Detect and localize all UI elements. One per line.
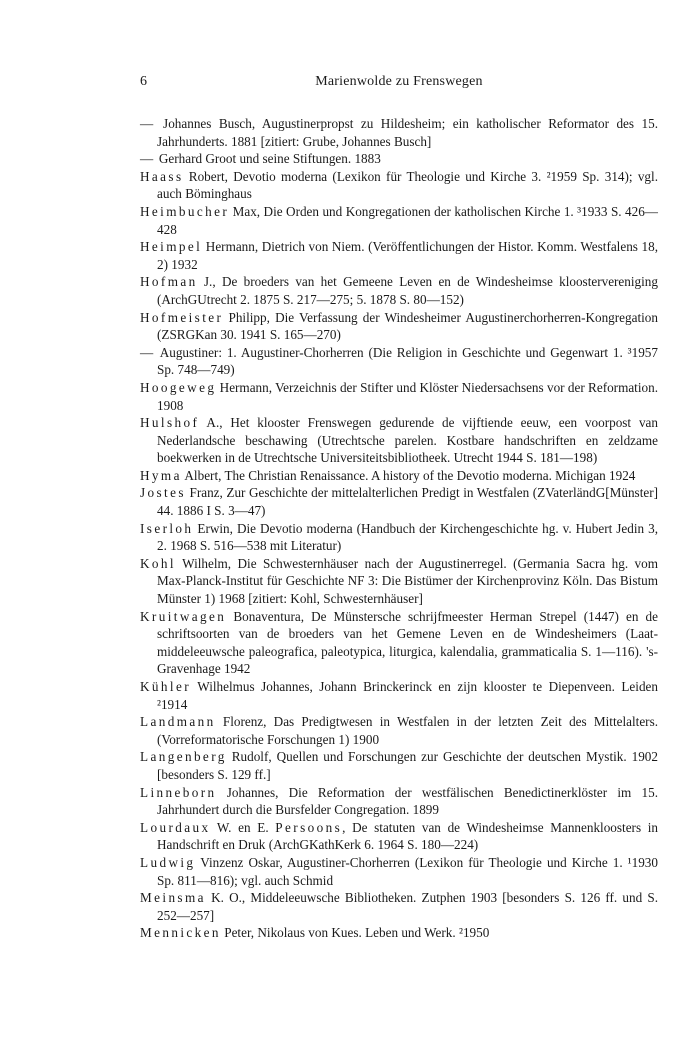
entry-author: — (140, 151, 156, 167)
entry-text: A., Het klooster Frenswegen gedurende de vijftiende eeuw, een voorpost van Nederlandsche beschawing (Utrechtsche parelen. Kostbare handschriften en zeldzame boekwerken in de Utrechtsche Universiteitsbibliotheek. Utrecht 1944 S. 181—198) (157, 415, 658, 466)
entry-author: Landmann (140, 714, 216, 730)
entry-text: Peter, Nikolaus von Kues. Leben und Werk. ²1950 (220, 925, 490, 941)
entry-text: Wilhelm, Die Schwesternhäuser nach der Augustinerregel. (Germania Sacra hg. vom Max-Planck-Institut für Geschichte NF 3: Die Bistümer der Kirchenprovinz Köln. Das Bistum Münster 1) 1968 [zitiert: Kohl, Schwesternhäuser] (157, 555, 658, 607)
entry-text: Augustiner: 1. Augustiner-Chorherren (Die Religion in Geschichte und Gegenwart 1. ³1957 Sp. 748—749) (155, 344, 658, 378)
entry-author: Haass (140, 168, 184, 184)
entry-text: Erwin, Die Devotio moderna (Handbuch der Kirchengeschichte hg. v. Hubert Jedin 3, 2. 1968 S. 516—538 mit Literatur) (157, 520, 658, 554)
entry-author: Iserloh (140, 520, 194, 536)
entry-author: Hofmeister (140, 309, 224, 325)
entry-author: Langenberg (140, 749, 227, 765)
entry-text: Franz, Zur Geschichte der mittelalterlichen Predigt in Westfalen (ZVaterländG[Münster] 44. 1886 I S. 3—47) (157, 485, 658, 519)
entry-author: Mennicken (140, 925, 221, 941)
entry-author: Ludwig (140, 854, 196, 870)
entry-text: Wilhelmus Johannes, Johann Brinckerinck en zijn klooster te Diepenveen. Leiden ²1914 (157, 679, 658, 712)
entry-text: Johannes, Die Reformation der westfälischen Benedictinerklöster im 15. Jahrhundert durch die Bursfelder Congregation. 1899 (157, 784, 658, 818)
bibliography-entry (140, 819, 658, 854)
entry-text: Rudolf, Quellen und Forschungen zur Geschichte der deutschen Mystik. 1902 [besonders S. 129 ff.] (157, 749, 658, 782)
bibliography-list (140, 115, 658, 942)
bibliography-entry (140, 889, 658, 924)
bibliography-entry (140, 784, 658, 819)
bibliography-entry (140, 344, 658, 379)
entry-author: Linneborn (140, 784, 217, 800)
running-title: Marienwolde zu Frenswegen (315, 74, 483, 89)
bibliography-entry (140, 555, 658, 608)
entry-author: Kohl (140, 555, 176, 571)
entry-author: Meinsma (140, 890, 206, 906)
bibliography-entry (140, 115, 658, 150)
entry-text: Albert, The Christian Renaissance. A history of the Devotio moderna. Michigan 1924 (181, 467, 636, 483)
bibliography-entry (140, 238, 658, 273)
entry-author: Jostes (140, 485, 186, 501)
entry-author: Kühler (140, 679, 192, 694)
entry-text: Vinzenz Oskar, Augustiner-Chorherren (Lexikon für Theologie und Kirche 1. ¹1930 Sp. 811—816); vgl. auch Schmid (157, 854, 658, 888)
bibliography-entry (140, 520, 658, 555)
entry-text: Johannes Busch, Augustinerpropst zu Hildesheim; ein katholischer Reformator des 15. Jahrhunderts. 1881 [zitiert: Grube, Johannes Busch] (155, 116, 658, 149)
entry-text: K. O., Middeleeuwsche Bibliotheken. Zutphen 1903 [besonders S. 126 ff. und S. 252—257] (157, 890, 658, 923)
bibliography-entry (140, 678, 658, 713)
entry-author: Hofman (140, 274, 198, 290)
bibliography-entry (140, 924, 658, 942)
entry-text: Florenz, Das Predigtwesen in Westfalen in der letzten Zeit des Mittelalters. (Vorreformatorische Forschungen 1) 1900 (157, 714, 658, 747)
bibliography-entry (140, 713, 658, 748)
entry-author: Heimpel (140, 239, 203, 255)
entry-author: Hulshof (140, 415, 200, 431)
entry-author: Lourdaux (140, 819, 211, 835)
bibliography-entry (140, 854, 658, 889)
bibliography-entry (140, 414, 658, 467)
bibliography-entry (140, 273, 658, 308)
bibliography-entry (140, 150, 658, 168)
entry-coauthor: Persoons (275, 819, 343, 835)
entry-author: — (140, 116, 156, 131)
entry-text: Hermann, Verzeichnis der Stifter und Klöster Niedersachsens vor der Reformation. 1908 (157, 379, 658, 413)
entry-text: W. en E. (210, 819, 276, 835)
entry-author: Kruitwagen (140, 608, 227, 624)
bibliography-entry (140, 379, 658, 414)
page-number: 6 (140, 74, 147, 89)
bibliography-entry (140, 608, 658, 678)
entry-author: Heimbucher (140, 203, 230, 219)
entry-text: Gerhard Groot und seine Stiftungen. 1883 (155, 151, 381, 167)
bibliography-entry (140, 467, 658, 485)
entry-text: Bonaventura, De Münstersche schrijfmeester Herman Strepel (1447) en de schriftsoorten van de broeders van het Gemene Leven en de Windesheimers (Laat-middeleeuwsche paleografica, paleotypica, liturgica, kalendalia, grammaticalia S. 1—116). 's-Gravenhage 1942 (157, 608, 658, 677)
entry-text: Philipp, Die Verfassung der Windesheimer Augustinerchorherren-Kongregation (ZSRGKan 30. 1941 S. 165—270) (157, 309, 658, 343)
entry-text: Robert, Devotio moderna (Lexikon für Theologie und Kirche 3. ²1959 Sp. 314); vgl. auch Böminghaus (157, 168, 658, 202)
entry-author: Hoogeweg (140, 379, 217, 395)
entry-text: Max, Die Orden und Kongregationen der katholischen Kirche 1. ³1933 S. 426—428 (157, 203, 658, 237)
bibliography-entry (140, 309, 658, 344)
bibliography-entry (140, 484, 658, 519)
entry-author: — (140, 344, 156, 360)
bibliography-entry (140, 748, 658, 783)
entry-text-continued: , De statuten van de Windesheimse Mannenkloosters in Handschrift en Druk (ArchGKathKerk 6. 1964 S. 180—224) (157, 819, 659, 853)
entry-text: J., De broeders van het Gemeene Leven en de Windesheimse kloostervereniging (ArchGUtrecht 2. 1875 S. 217—275; 5. 1878 S. 80—152) (157, 274, 658, 307)
entry-author: Hyma (140, 467, 182, 483)
entry-text: Hermann, Dietrich von Niem. (Veröffentlichungen der Histor. Komm. Westfalens 18, 2) 1932 (157, 239, 658, 272)
bibliography-entry (140, 168, 658, 203)
page-header (140, 72, 658, 92)
bibliography-entry (140, 203, 658, 238)
